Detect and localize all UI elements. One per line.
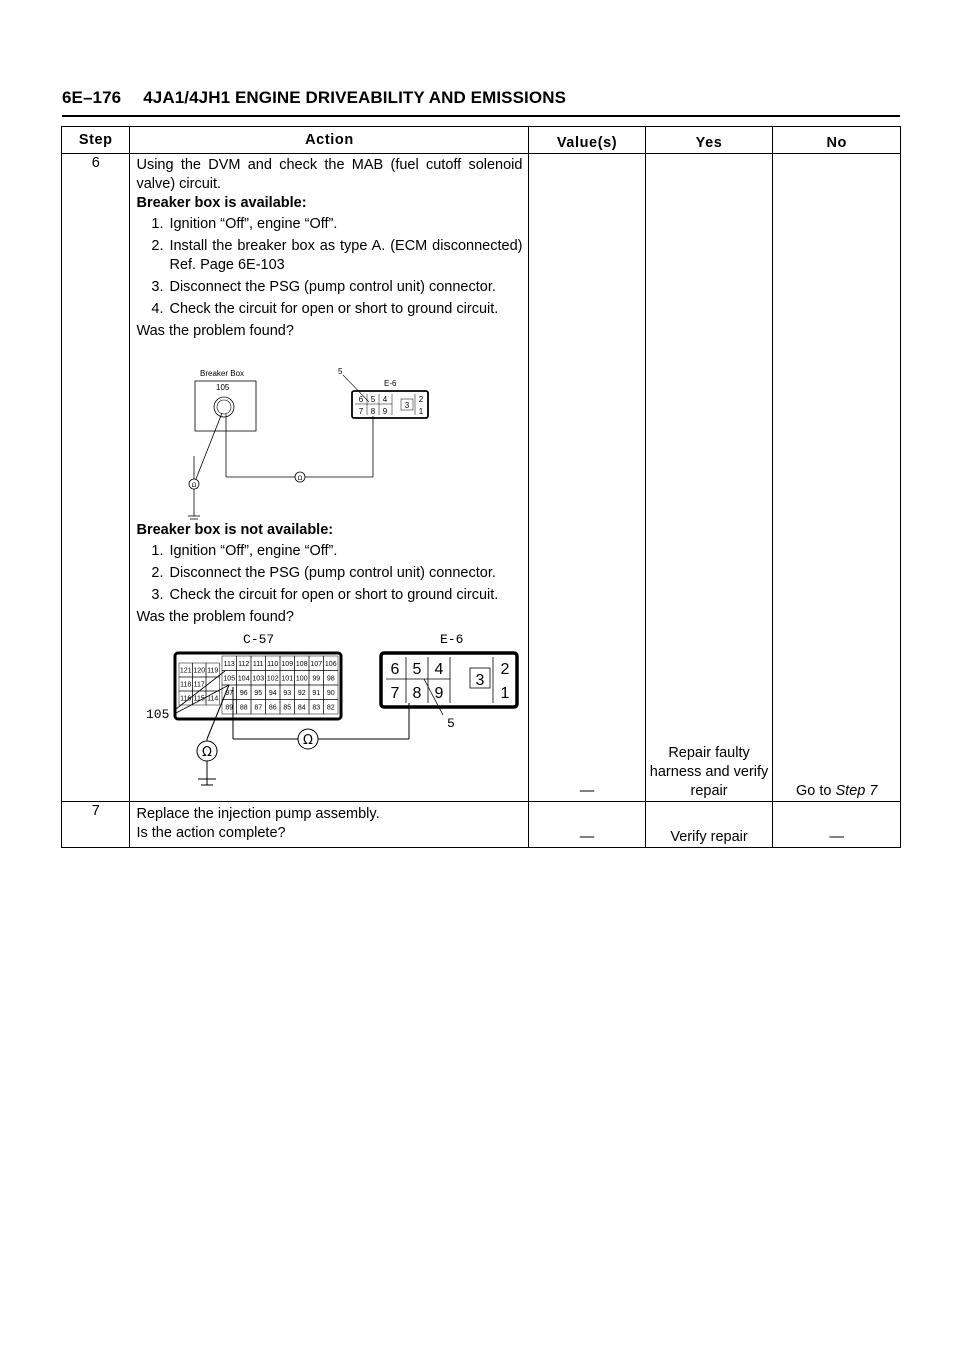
col-yes-header: Yes [645,127,773,154]
connector-e6 [381,653,517,707]
col-no-header: No [773,127,901,154]
value-cell: — [529,802,645,848]
page-header [62,88,566,108]
question-text: Was the problem found? [136,609,294,625]
pin-2: 2 [501,661,510,678]
svg-text:Ω: Ω [202,745,213,760]
breaker-box-label: Breaker Box [200,369,245,378]
breaker-box-not-available-steps [136,542,522,605]
list-item: 3. Disconnect the PSG (pump control unit) connector. [151,279,496,295]
ecm-pin-115: 115 [194,695,206,703]
breaker-box-wiring-diagram [136,341,522,521]
ecm-pin-96: 96 [240,689,249,697]
ecm-pin-120: 120 [193,667,206,675]
connector-e6-label: E-6 [384,379,397,388]
list-item: 3. Check the circuit for open or short to ground circuit. [151,587,499,603]
diagnostic-table [61,126,901,848]
ecm-pin-111: 111 [253,660,265,668]
ecm-pin-94: 94 [269,689,278,697]
page-code: 6E–176 [62,88,122,107]
pin-4: 4 [383,395,388,404]
ecm-pin-88: 88 [240,704,249,712]
ecm-pin-106: 106 [325,660,338,668]
pin-1: 1 [419,407,424,416]
pin-5: 5 [371,395,376,404]
ecm-pin-118: 118 [180,681,192,689]
ecm-pin-98: 98 [327,675,336,683]
list-item: 2. Install the breaker box as type A. (ECM disconnected) Ref. Page 6E-103 [151,238,523,273]
ecm-pin-105: 105 [223,675,236,683]
ecm-pin-116: 116 [180,695,192,703]
ecm-pin-102: 102 [267,675,280,683]
svg-text:Ω: Ω [192,482,197,489]
ecm-pin-110: 110 [267,660,279,668]
ecm-pin-114: 114 [207,695,219,703]
pin-7: 7 [391,685,400,702]
yes-cell: Verify repair [645,802,773,848]
table-header-row [62,127,901,154]
step-intro: Using the DVM and check the MAB (fuel cutoff solenoid valve) circuit. [136,157,523,192]
ecm-pin-91: 91 [312,689,321,697]
connector-e6 [352,391,428,418]
action-cell [130,802,529,848]
header-rule [62,115,900,117]
list-item: 2. Disconnect the PSG (pump control unit) connector. [151,565,496,581]
step-number: 7 [62,802,130,848]
ecm-pin-85: 85 [283,704,292,712]
question-text: Was the problem found? [136,323,294,339]
ecm-pin-103: 103 [252,675,265,683]
pin-5-callout: 5 [338,367,343,376]
step-7-reference: Step 7 [835,783,878,799]
ecm-pin-92: 92 [298,689,307,697]
ecm-pin-93: 93 [283,689,292,697]
pin-3: 3 [476,672,485,689]
probe-lead [194,413,222,484]
breaker-box-not-available-heading: Breaker box is not available: [136,522,334,538]
ecm-pin-108: 108 [296,660,309,668]
ecm-pin-97: 97 [225,689,234,697]
list-item: 4. Check the circuit for open or short to ground circuit. [151,301,499,317]
question-text: Is the action complete? [136,825,286,841]
pin-8: 8 [413,685,422,702]
terminal-105-callout: 105 [146,707,170,722]
action-cell [130,154,529,802]
ecm-connector-label: C-57 [243,632,275,647]
ecm-pin-84: 84 [298,704,307,712]
value-cell: — [529,154,645,802]
svg-text:Ω: Ω [303,733,314,748]
table-row-step-7 [62,802,901,848]
col-values-header: Value(s) [529,127,645,154]
pin-9: 9 [383,407,388,416]
no-cell: Go to Step 7 [773,154,901,802]
ecm-pin-113: 113 [224,660,236,668]
ecm-pin-104: 104 [238,675,251,683]
breaker-box-available-steps [136,215,522,319]
ecm-pin-95: 95 [254,689,263,697]
terminal-105-label: 105 [216,383,230,392]
pin-9: 9 [435,685,444,702]
ecm-pin-grid [179,656,338,714]
ecm-pin-90: 90 [327,689,336,697]
ecm-pin-87: 87 [254,704,263,712]
col-action-header: Action [130,127,529,154]
step-instruction: Replace the injection pump assembly. [136,806,380,822]
ecm-pin-82: 82 [327,704,336,712]
ecm-pin-109: 109 [281,660,294,668]
pin-4: 4 [435,661,444,678]
pin-2: 2 [419,395,424,404]
ecm-pin-83: 83 [312,704,321,712]
no-cell: — [773,802,901,848]
connector-e6-label: E-6 [440,632,464,647]
ecm-pin-107: 107 [310,660,323,668]
pin-6: 6 [359,395,364,404]
pin-3: 3 [405,401,410,410]
svg-text:Ω: Ω [298,475,303,482]
ecm-pin-89: 89 [225,704,234,712]
col-step-header: Step [62,127,130,154]
pin-1: 1 [501,685,510,702]
ecm-connector-wiring-diagram [136,627,522,797]
ecm-pin-117: 117 [194,681,206,689]
ecm-pin-86: 86 [269,704,278,712]
pin-5-callout: 5 [447,716,456,731]
ecm-pin-119: 119 [207,667,219,675]
ecm-pin-121: 121 [180,667,193,675]
list-item: 1. Ignition “Off”, engine “Off”. [151,216,338,232]
ecm-pin-112: 112 [238,660,250,668]
pin-7: 7 [359,407,364,416]
ecm-pin-99: 99 [312,675,321,683]
breaker-box-available-heading: Breaker box is available: [136,195,307,211]
ecm-pin-101: 101 [281,675,294,683]
step-number: 6 [62,154,130,802]
section-title: 4JA1/4JH1 ENGINE DRIVEABILITY AND EMISSIONS [143,88,567,107]
pin-8: 8 [371,407,376,416]
ecm-pin-100: 100 [296,675,309,683]
table-row-step-6 [62,154,901,802]
pin-6: 6 [391,661,400,678]
pin-5: 5 [413,661,422,678]
list-item: 1. Ignition “Off”, engine “Off”. [151,543,338,559]
yes-cell: Repair faulty harness and verify repair [645,154,773,802]
